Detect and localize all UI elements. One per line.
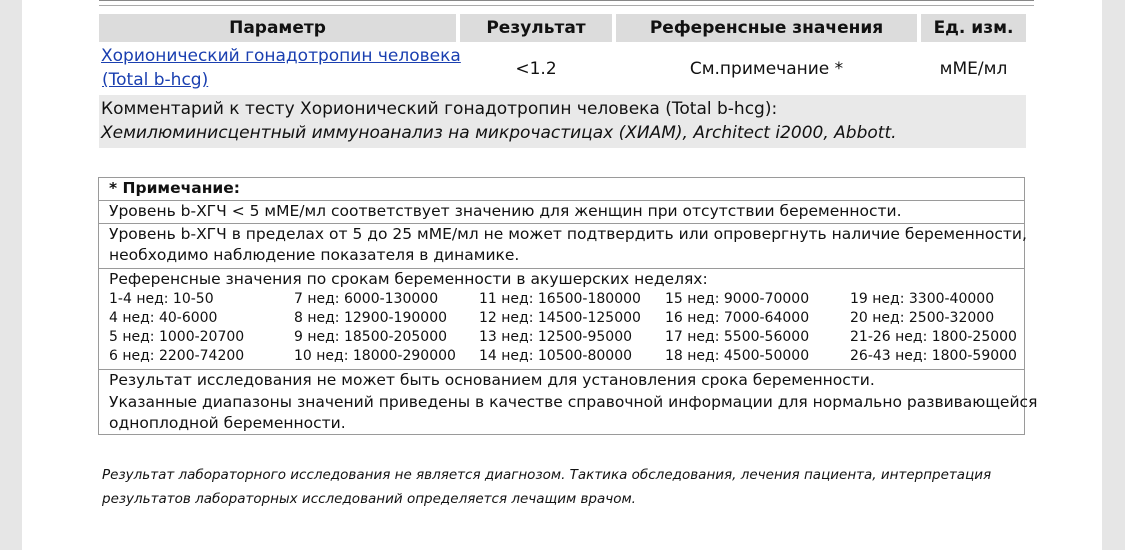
ref-cell: 6 нед: 2200-74200 — [109, 348, 245, 364]
note-line-4a: Указанные диапазоны значений приведены в качестве справочной информации для нормально развивающейся — [109, 393, 1038, 411]
divider — [99, 268, 1024, 269]
ref-value: См.примечание * — [689, 59, 844, 79]
header-param: Параметр — [99, 14, 456, 42]
divider — [99, 223, 1024, 224]
ref-cell: 8 нед: 12900-190000 — [294, 310, 448, 326]
ref-cell: 21-26 нед: 1800-25000 — [850, 329, 1017, 345]
note-line-4b: одноплодной беременности. — [109, 414, 346, 432]
top-rule-2 — [99, 5, 1034, 6]
note-box — [98, 177, 1038, 435]
ref-cell: 10 нед: 18000-290000 — [294, 348, 456, 364]
header-unit: Ед. изм. — [921, 14, 1026, 42]
ref-cell: 11 нед: 16500-180000 — [479, 291, 641, 307]
ref-cell: 20 нед: 2500-32000 — [850, 310, 995, 326]
ref-cell: 7 нед: 6000-130000 — [294, 291, 439, 307]
header-ref: Референсные значения — [616, 14, 917, 42]
comment-box — [99, 95, 1026, 148]
divider — [99, 200, 1024, 201]
note-line-2a: Уровень b-ХГЧ в пределах от 5 до 25 мМЕ/мл не может подтвердить или опровергнуть наличие беременности, — [109, 225, 1027, 243]
param-link-line2[interactable]: (Total b-hcg) — [102, 70, 209, 90]
divider — [99, 369, 1024, 370]
header-result: Результат — [460, 14, 612, 42]
ref-cell: 15 нед: 9000-70000 — [665, 291, 810, 307]
ref-cell: 18 нед: 4500-50000 — [665, 348, 810, 364]
document-page — [22, 0, 1102, 550]
comment-method: Хемилюминисцентный иммуноанализ на микрочастицах (ХИАМ), Architect i2000, Abbott. — [101, 123, 897, 143]
ref-cell: 9 нед: 18500-205000 — [294, 329, 448, 345]
param-link-line1[interactable]: Хорионический гонадотропин человека — [101, 46, 461, 66]
ref-cell: 13 нед: 12500-95000 — [479, 329, 633, 345]
note-title: * Примечание: — [109, 179, 240, 197]
result-value: <1.2 — [515, 59, 557, 79]
top-rule — [99, 0, 1034, 1]
ref-cell: 12 нед: 14500-125000 — [479, 310, 641, 326]
footer-disclaimer-2: результатов лабораторных исследований определяется лечащим врачом. — [102, 491, 636, 507]
ref-cell: 26-43 нед: 1800-59000 — [850, 348, 1017, 364]
ref-cell: 4 нед: 40-6000 — [109, 310, 218, 326]
ref-cell: 16 нед: 7000-64000 — [665, 310, 810, 326]
comment-title: Комментарий к тесту Хорионический гонадотропин человека (Total b-hcg): — [101, 99, 778, 119]
ref-cell: 1-4 нед: 10-50 — [109, 291, 214, 307]
note-line-1: Уровень b-ХГЧ < 5 мМЕ/мл соответствует значению для женщин при отсутствии беременности. — [109, 202, 902, 220]
ref-table-title: Референсные значения по срокам беременности в акушерских неделях: — [109, 270, 708, 288]
ref-cell: 19 нед: 3300-40000 — [850, 291, 995, 307]
ref-cell: 5 нед: 1000-20700 — [109, 329, 245, 345]
note-line-2b: необходимо наблюдение показателя в динамике. — [109, 246, 520, 264]
ref-cell: 14 нед: 10500-80000 — [479, 348, 633, 364]
ref-cell: 17 нед: 5500-56000 — [665, 329, 810, 345]
note-line-3: Результат исследования не может быть основанием для установления срока беременности. — [109, 371, 875, 389]
unit-value: мМЕ/мл — [939, 59, 1008, 79]
footer-disclaimer-1: Результат лабораторного исследования не является диагнозом. Тактика обследования, лечения пациента, интерпретация — [102, 467, 992, 483]
